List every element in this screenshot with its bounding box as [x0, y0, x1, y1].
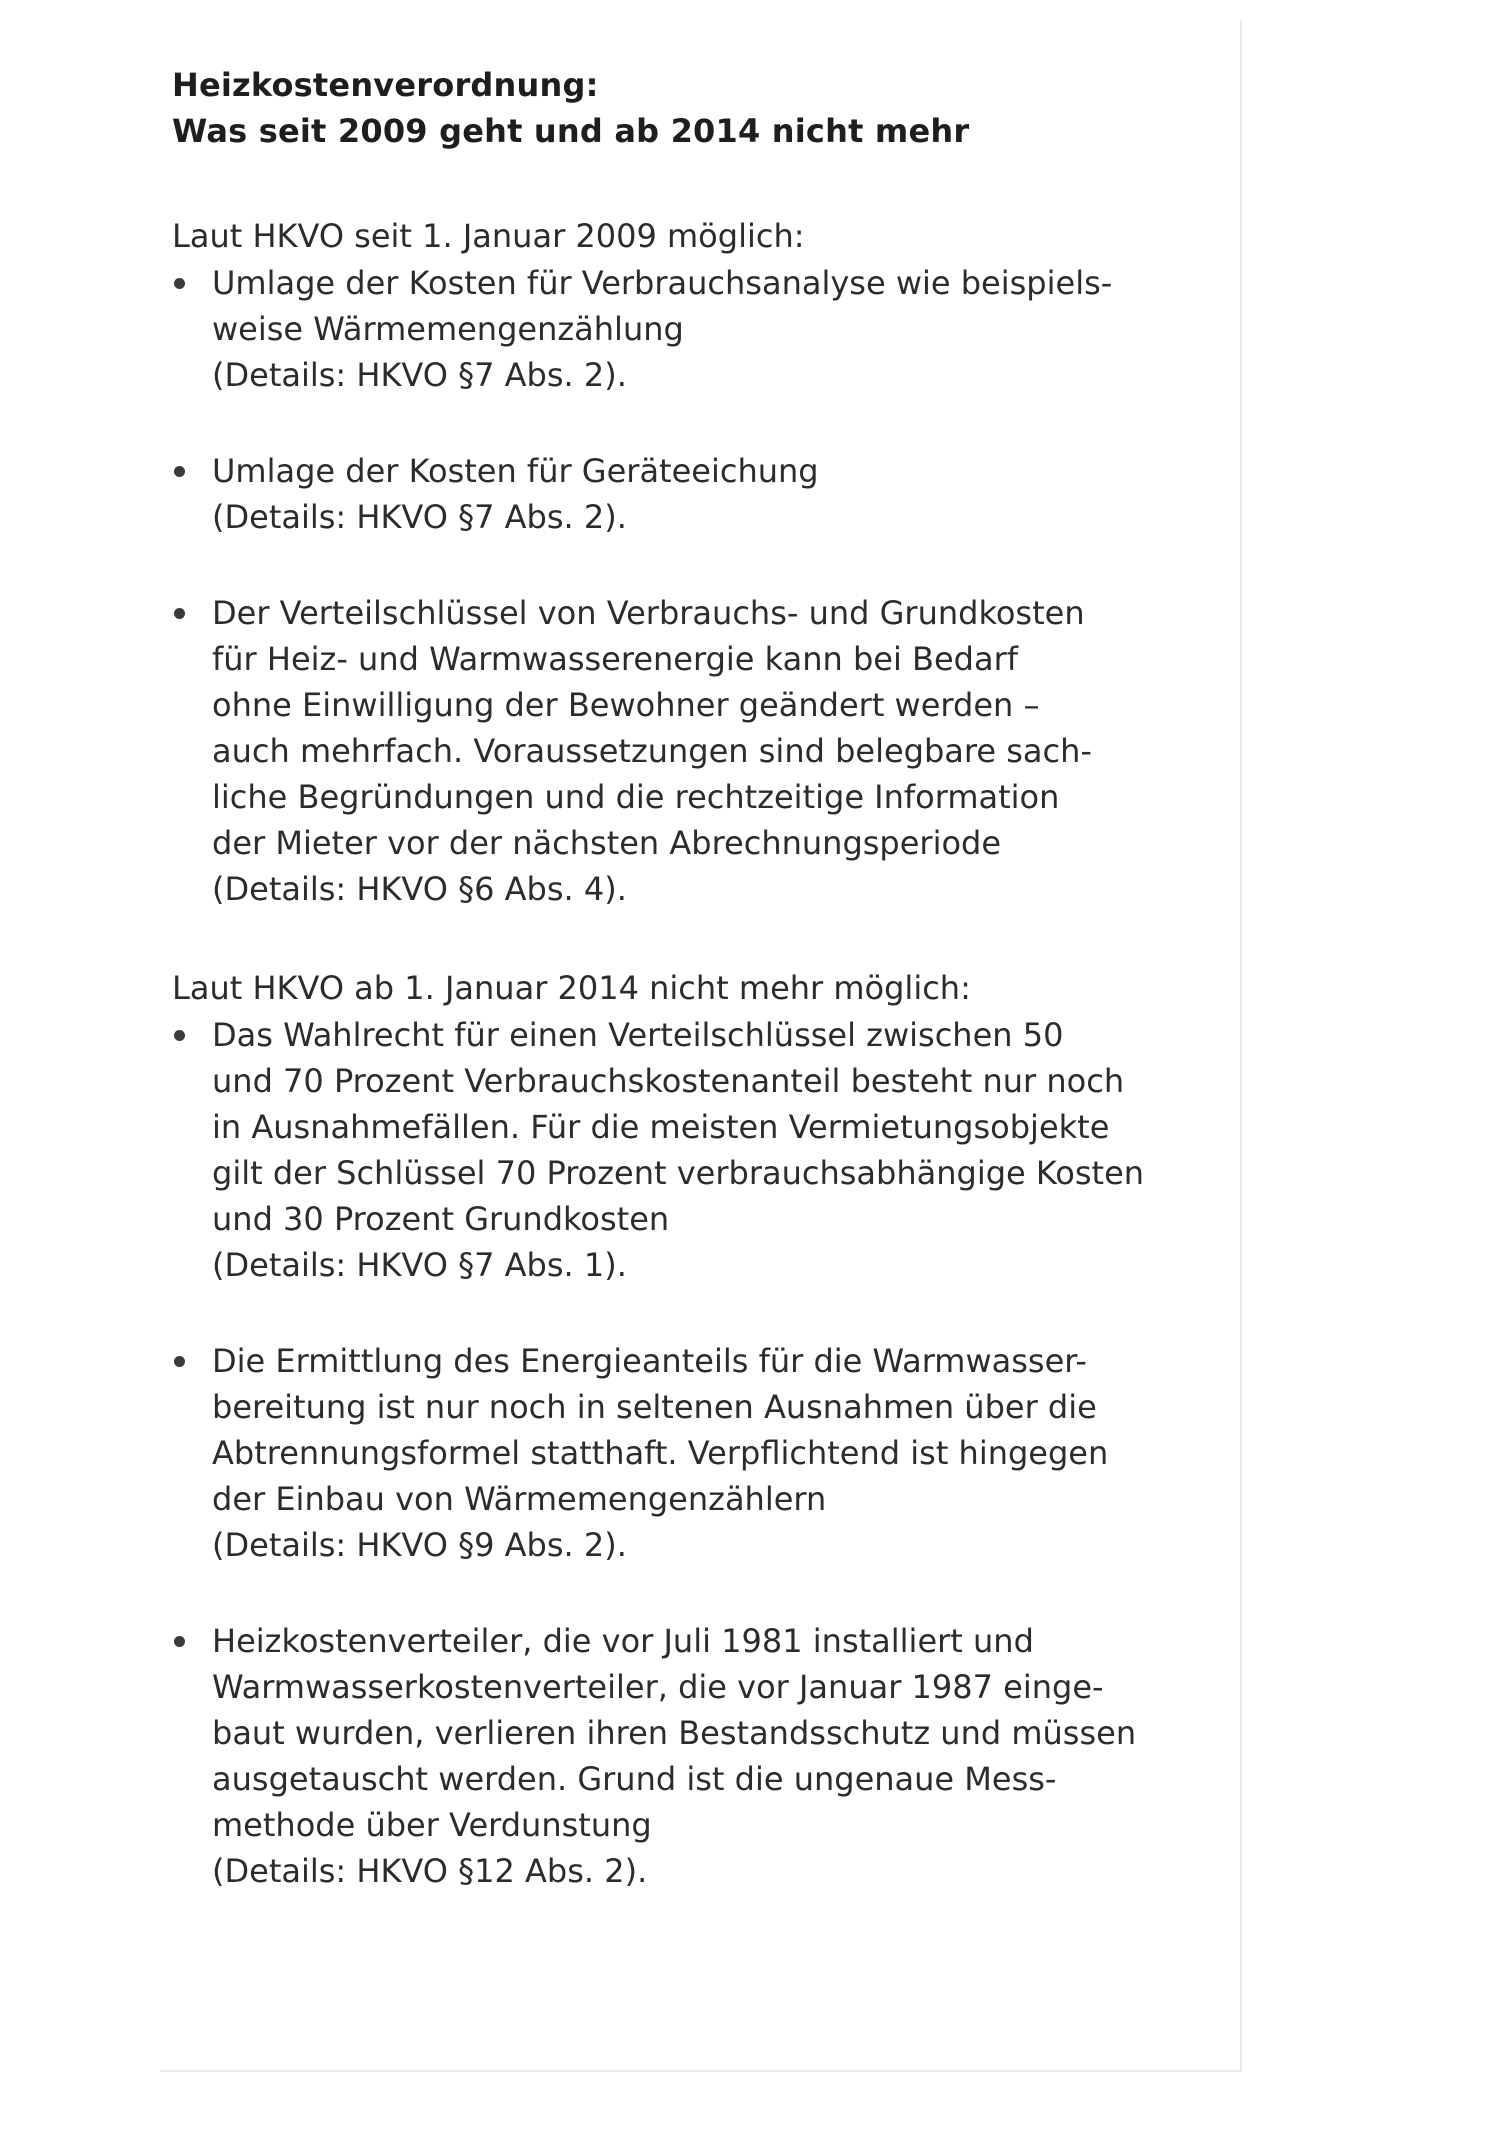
- list-item-line: ausgetauscht werden. Grund ist die ungenaue Mess-: [212, 1760, 1057, 1798]
- list-item-line: auch mehrfach. Voraussetzungen sind belegbare sach-: [212, 732, 1092, 770]
- list-item-line: liche Begründungen und die rechtzeitige Information: [212, 778, 1060, 816]
- list-item-line: Die Ermittlung des Energieanteils für die Warmwasser-: [212, 1342, 1087, 1380]
- bullet-dot-icon: [174, 1356, 185, 1367]
- page-title-line-1: Heizkostenverordnung:: [172, 66, 599, 104]
- list-item-line: (Details: HKVO §12 Abs. 2).: [212, 1852, 648, 1890]
- page-title-line-2: Was seit 2009 geht und ab 2014 nicht mehr: [172, 112, 970, 150]
- list-item-line: Das Wahlrecht für einen Verteilschlüssel zwischen 50: [212, 1016, 1064, 1054]
- list-item-line: Abtrennungsformel statthaft. Verpflichtend ist hingegen: [212, 1434, 1109, 1472]
- list-item-line: baut wurden, verlieren ihren Bestandsschutz und müssen: [212, 1714, 1137, 1752]
- list-item-line: Umlage der Kosten für Verbrauchsanalyse wie beispiels-: [212, 264, 1113, 302]
- section-intro-2009: Laut HKVO seit 1. Januar 2009 möglich:: [172, 217, 805, 255]
- list-item-line: (Details: HKVO §7 Abs. 2).: [212, 356, 627, 394]
- list-item-line: methode über Verdunstung: [212, 1806, 652, 1844]
- list-item-line: bereitung ist nur noch in seltenen Ausnahmen über die: [212, 1388, 1097, 1426]
- list-item-line: ohne Einwilligung der Bewohner geändert werden –: [212, 686, 1040, 724]
- list-item: [172, 590, 1232, 912]
- bullet-dot-icon: [174, 466, 185, 477]
- bullet-dot-icon: [174, 1636, 185, 1647]
- list-item-line: für Heiz- und Warmwasserenergie kann bei Bedarf: [212, 640, 1018, 678]
- list-item: [172, 1012, 1232, 1288]
- list-item-line: der Mieter vor der nächsten Abrechnungsperiode: [212, 824, 1002, 862]
- bullet-list-2014: [172, 1012, 1232, 1894]
- list-item-line: (Details: HKVO §7 Abs. 1).: [212, 1246, 627, 1284]
- bullet-list-2009: [172, 260, 1232, 912]
- list-item-line: in Ausnahmefällen. Für die meisten Vermietungsobjekte: [212, 1108, 1110, 1146]
- section-intro-2014: Laut HKVO ab 1. Januar 2014 nicht mehr möglich:: [172, 969, 971, 1007]
- list-item-line: Warmwasserkostenverteiler, die vor Januar 1987 einge-: [212, 1668, 1104, 1706]
- list-item: [172, 1338, 1232, 1568]
- list-item: [172, 448, 1232, 540]
- list-item-line: und 70 Prozent Verbrauchskostenanteil besteht nur noch: [212, 1062, 1125, 1100]
- list-item-line: Der Verteilschlüssel von Verbrauchs- und Grundkosten: [212, 594, 1085, 632]
- list-item-line: Umlage der Kosten für Geräteeichung: [212, 452, 819, 490]
- list-item-line: weise Wärmemengenzählung: [212, 310, 684, 348]
- list-item: [172, 260, 1232, 398]
- list-item: [172, 1618, 1232, 1894]
- document-content: [172, 62, 1232, 1894]
- bullet-dot-icon: [174, 278, 185, 289]
- bullet-dot-icon: [174, 608, 185, 619]
- list-item-line: (Details: HKVO §7 Abs. 2).: [212, 498, 627, 536]
- list-item-line: Heizkostenverteiler, die vor Juli 1981 installiert und: [212, 1622, 1034, 1660]
- list-item-line: gilt der Schlüssel 70 Prozent verbrauchsabhängige Kosten: [212, 1154, 1145, 1192]
- list-item-line: der Einbau von Wärmemengenzählern: [212, 1480, 827, 1518]
- bullet-dot-icon: [174, 1030, 185, 1041]
- list-item-line: (Details: HKVO §6 Abs. 4).: [212, 870, 627, 908]
- list-item-line: (Details: HKVO §9 Abs. 2).: [212, 1526, 627, 1564]
- list-item-line: und 30 Prozent Grundkosten: [212, 1200, 670, 1238]
